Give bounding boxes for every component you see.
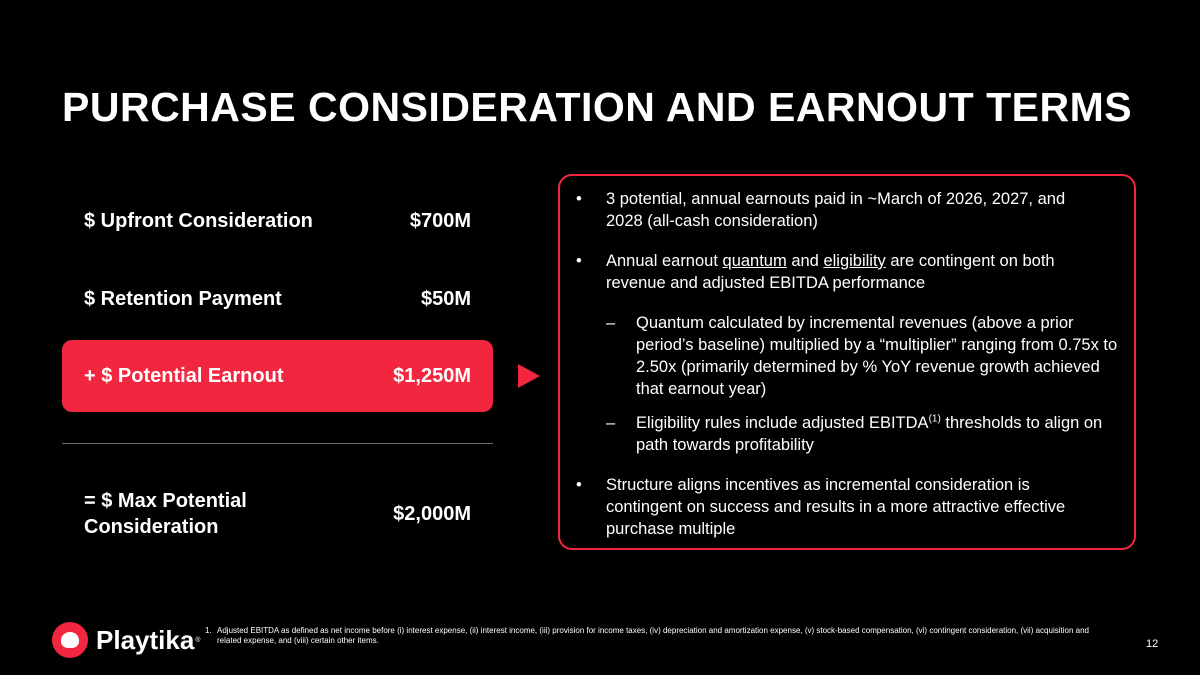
upfront-consideration-value: $700M	[409, 210, 471, 232]
bullet-text-part: and	[786, 252, 824, 270]
bullet-marker: •	[576, 252, 582, 270]
upfront-consideration-label: $ Upfront Consideration	[84, 210, 313, 232]
logo-text: Playtika	[96, 624, 195, 655]
bullet-text-part: are contingent on both revenue and adjusted EBITDA performance	[606, 252, 1055, 292]
potential-earnout-label: + $ Potential Earnout	[84, 365, 284, 387]
subbullet-text: Quantum calculated by incremental revenues (above a prior period’s baseline) multiplied by a “multiplier” ranging from 0.75x to 2.50x (primarily determined by % YoY revenue growth achieved that earnout year)	[636, 314, 1118, 398]
bullet-text: Structure aligns incentives as incremental consideration is contingent on success and results in a more attractive effective purchase multiple	[606, 476, 1066, 538]
subbullet-marker: –	[606, 414, 616, 432]
bullet-marker: •	[576, 476, 582, 494]
lion-logo-icon	[52, 622, 88, 658]
footnote-number: 1.	[205, 626, 212, 635]
max-consideration-value: $2,000M	[393, 503, 471, 525]
subbullet-text	[636, 412, 1120, 456]
max-consideration-row	[62, 488, 493, 544]
subbullet-marker: –	[606, 314, 616, 332]
sum-divider	[62, 443, 493, 444]
subbullet-text-part: Eligibility rules include adjusted EBITDA	[636, 414, 929, 432]
bullet-text-part: Annual earnout	[606, 252, 723, 270]
bullet-text	[606, 250, 1106, 294]
page-title: PURCHASE CONSIDERATION AND EARNOUT TERMS	[62, 84, 1133, 130]
bullet-text: 3 potential, annual earnouts paid in ~March of 2026, 2027, and 2028 (all-cash consideration)	[606, 190, 1066, 230]
footnote-reference: (1)	[928, 413, 941, 425]
eligibility-underlined: eligibility	[823, 252, 886, 270]
arrow-right-icon	[518, 364, 540, 388]
potential-earnout-value: $1,250M	[393, 365, 471, 387]
potential-earnout-row	[62, 340, 493, 412]
quantum-underlined: quantum	[722, 252, 787, 270]
retention-payment-value: $50M	[420, 288, 471, 310]
upfront-consideration-row	[62, 210, 493, 238]
footnote-text: Adjusted EBITDA as defined as net income before (i) interest expense, (ii) interest income, (iii) provision for income taxes, (iv) depreciation and amortization expense, (v) stock-based compensation, (vi) contingent consideration, (vii) acquisition and related expense, and (viii) certain other items.	[217, 626, 1089, 645]
page-number: 12	[1146, 638, 1159, 650]
max-consideration-label: = $ Max Potential Consideration	[84, 490, 247, 538]
retention-payment-label: $ Retention Payment	[84, 288, 282, 310]
subbullet-text-part: thresholds to align on path towards profitability	[636, 414, 1103, 454]
bullet-marker: •	[576, 190, 582, 208]
playtika-logo	[52, 620, 200, 660]
retention-payment-row	[62, 288, 493, 316]
logo-trademark: ®	[195, 636, 201, 644]
